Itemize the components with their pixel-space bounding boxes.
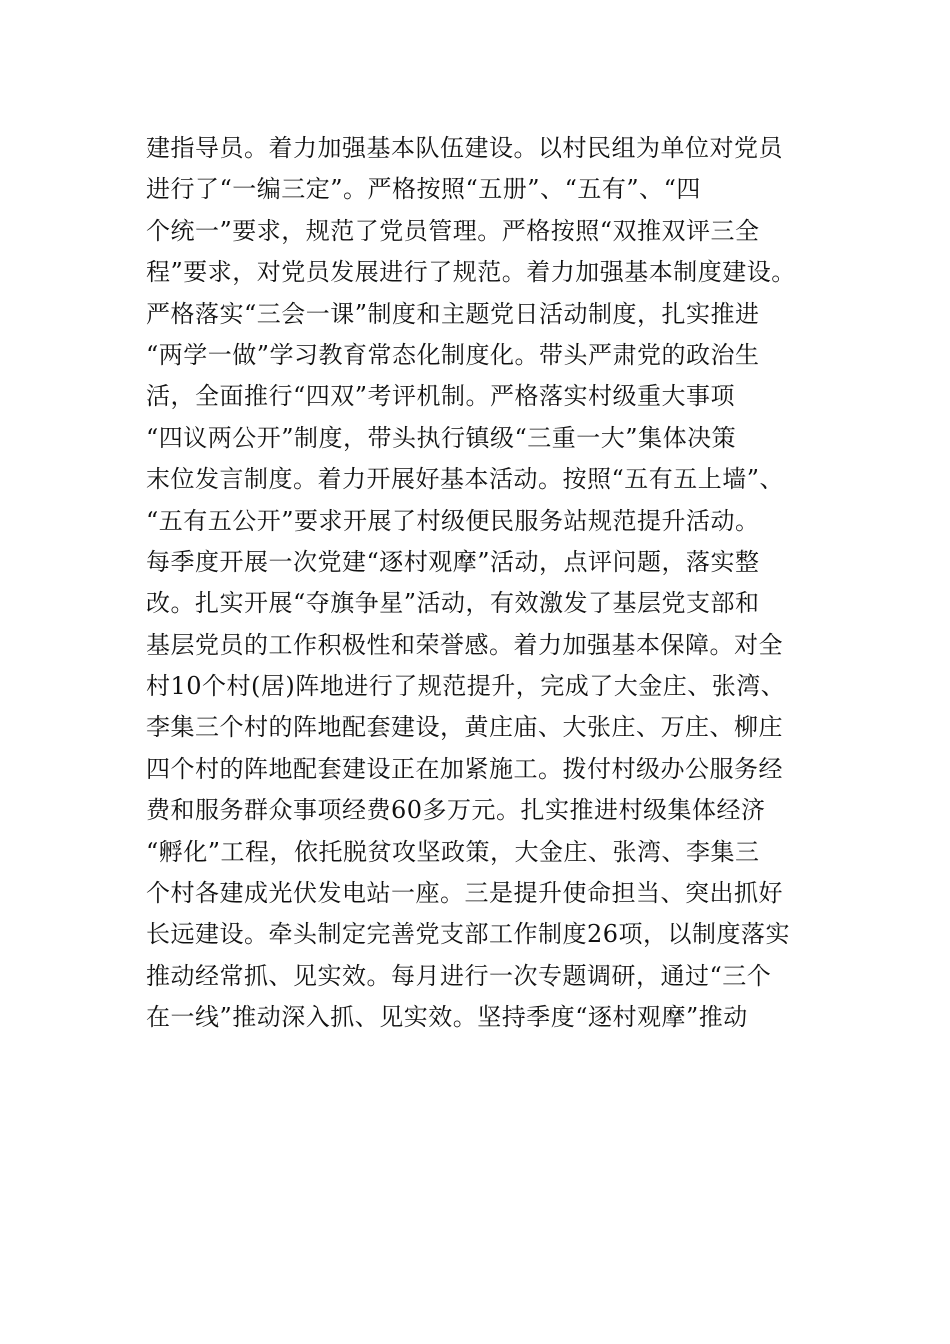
text-line: 基层党员的工作积极性和荣誉感。着力加强基本保障。对全: [146, 630, 783, 659]
text-line: 严格落实“三会一课”制度和主题党日活动制度，扎实推进: [146, 299, 760, 328]
text-line: 建指导员。着力加强基本队伍建设。以村民组为单位对党员: [146, 134, 783, 162]
text-line: 四个村的阵地配套建设正在加紧施工。拨付村级办公服务经: [146, 754, 783, 783]
text-line: 进行了“一编三定”。严格按照“五册”、“五有”、“四: [146, 175, 701, 204]
text-line: 推动经常抓、见实效。每月进行一次专题调研，通过“三个: [146, 961, 772, 990]
text-line: 末位发言制度。着力开展好基本活动。按照“五有五上墙”、: [146, 465, 785, 494]
text-line: 在一线”推动深入抓、见实效。坚持季度“逐村观摩”推动: [146, 1003, 748, 1032]
text-line: “四议两公开”制度，带头执行镇级“三重一大”集体决策: [146, 423, 737, 452]
text-line: 程”要求，对党员发展进行了规范。着力加强基本制度建设。: [146, 258, 796, 287]
text-line: 改。扎实开展“夺旗争星”活动，有效激发了基层党支部和: [146, 589, 760, 618]
text-line: 活，全面推行“四双”考评机制。严格落实村级重大事项: [146, 382, 736, 411]
text-line: 个村各建成光伏发电站一座。三是提升使命担当、突出抓好: [146, 879, 783, 908]
text-line: 费和服务群众事项经费60多万元。扎实推进村级集体经济: [146, 796, 766, 825]
text-line: 每季度开展一次党建“逐村观摩”活动，点评问题，落实整: [146, 547, 760, 576]
text-line: 李集三个村的阵地配套建设，黄庄庙、大张庄、万庄、柳庄: [146, 713, 783, 742]
text-line: “孵化”工程，依托脱贫攻坚政策，大金庄、张湾、李集三: [146, 837, 760, 866]
text-line: “五有五公开”要求开展了村级便民服务站规范提升活动。: [146, 506, 760, 535]
body-text: [146, 128, 816, 1039]
text-line: 村10个村(居)阵地进行了规范提升，完成了大金庄、张湾、: [146, 672, 786, 701]
text-line: 个统一”要求，规范了党员管理。严格按照“双推双评三全: [146, 216, 760, 245]
text-line: “两学一做”学习教育常态化制度化。带头严肃党的政治生: [146, 340, 760, 369]
text-line: 长远建设。牵头制定完善党支部工作制度26项，以制度落实: [146, 920, 791, 949]
